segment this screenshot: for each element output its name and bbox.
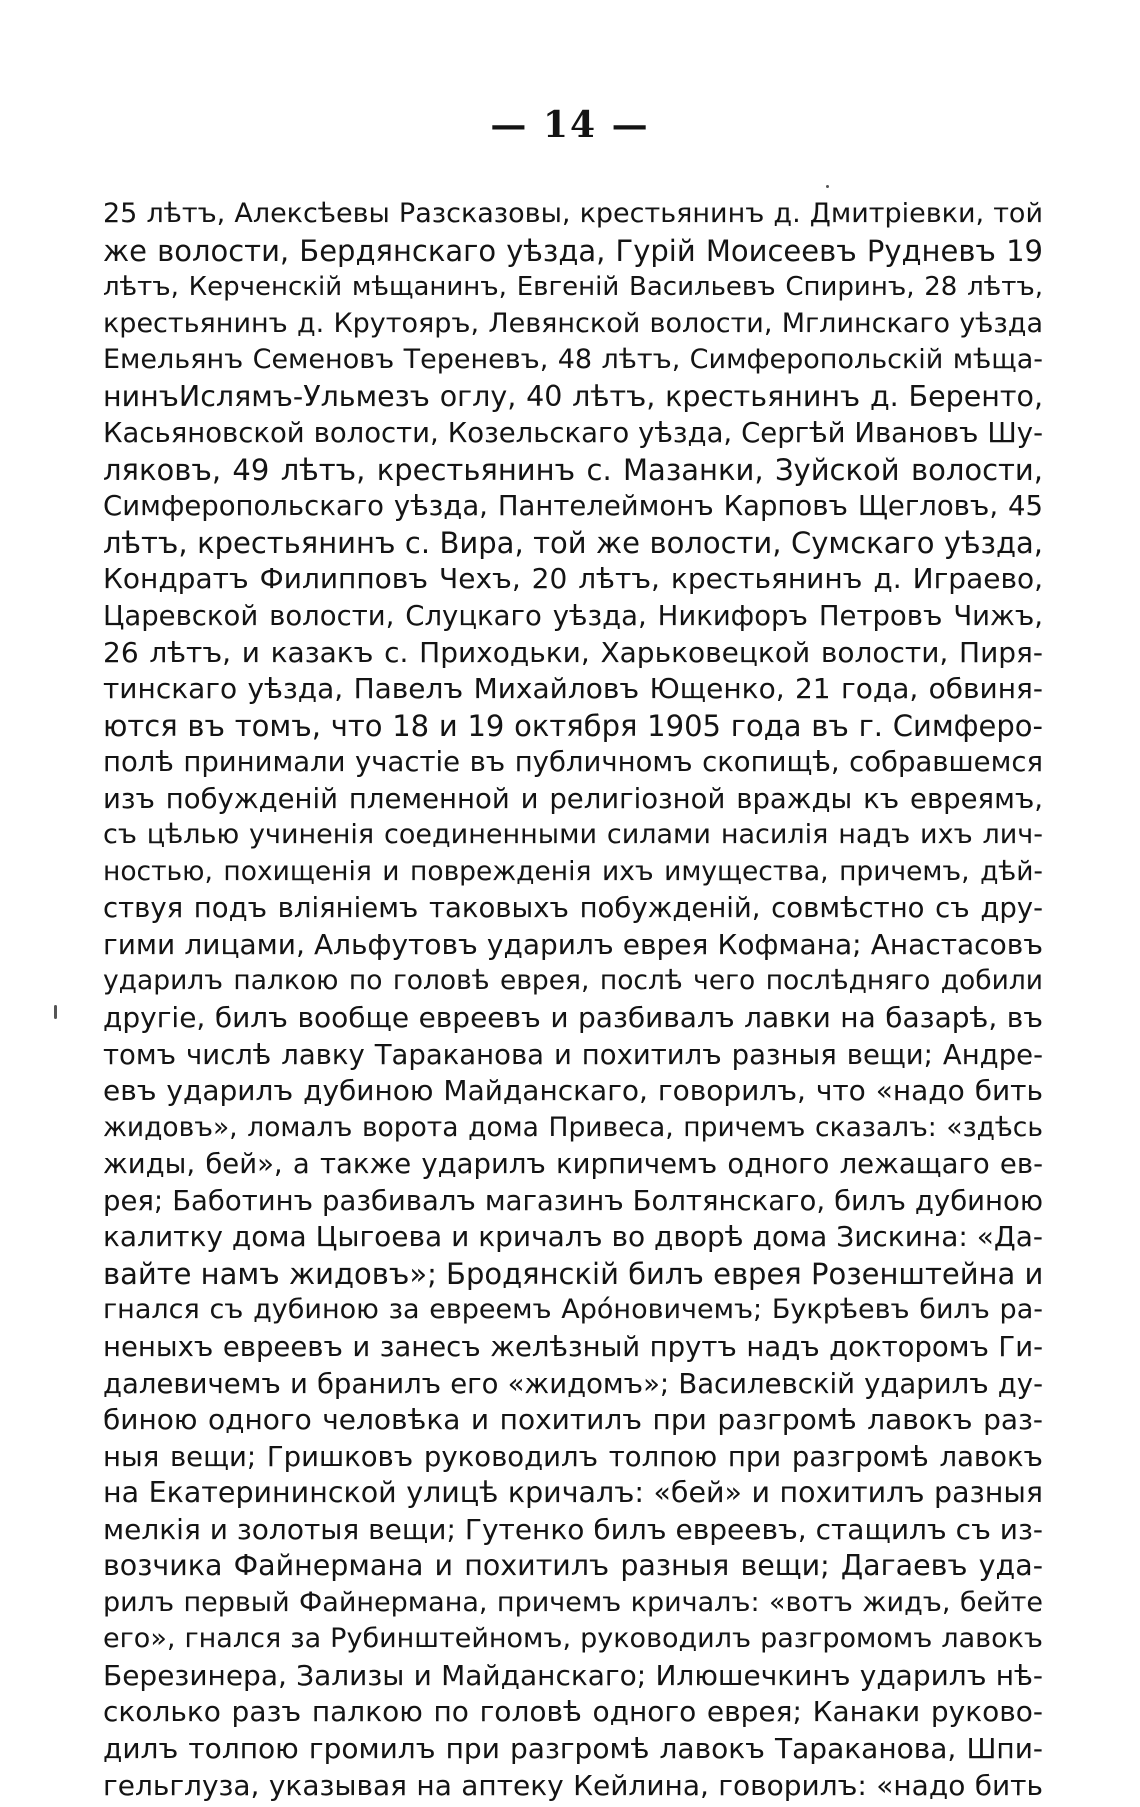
- page-number: — 14 —: [490, 104, 650, 146]
- scan-speck: [826, 185, 829, 188]
- text-line: сколько разъ палкою по головѣ одного еврея; Канаки руково-: [103, 1695, 1043, 1729]
- text-line: ударилъ палкою по головѣ еврея, послѣ чего послѣдняго добили: [103, 965, 1043, 997]
- text-line: ствуя подъ вліяніемъ таковыхъ побужденій, совмѣстно съ дру-: [103, 892, 1043, 925]
- text-line: лѣтъ, Керченскій мѣщанинъ, Евгеній Васильевъ Спиринъ, 28 лѣтъ,: [103, 272, 1043, 303]
- text-line: жиды, бей», а также ударилъ кирпичемъ одного лежащаго ев-: [103, 1148, 1043, 1181]
- text-line: его», гнался за Рубинштейномъ, руководилъ разгромомъ лавокъ: [103, 1623, 1043, 1655]
- text-line: далевичемъ и бранилъ его «жидомъ»; Василевскій ударилъ ду-: [103, 1367, 1043, 1400]
- text-line: вайте намъ жидовъ»; Бродянскій билъ еврея Розенштейна и: [103, 1256, 1043, 1291]
- text-line: неныхъ евреевъ и занесъ желѣзный прутъ надъ докторомъ Ги-: [103, 1330, 1043, 1363]
- text-line: тинскаго уѣзда, Павелъ Михайловъ Ющенко, 21 года, обвиня-: [103, 672, 1043, 706]
- text-line: ностью, похищенія и поврежденія ихъ имущества, причемъ, дѣй-: [103, 855, 1043, 887]
- text-line: Березинера, Зализы и Майданскаго; Илюшечкинъ ударилъ нѣ-: [103, 1658, 1043, 1692]
- text-line: крестьянинъ д. Крутояръ, Левянской волости, Мглинскаго уѣзда: [103, 307, 1043, 339]
- text-line: ются въ томъ, что 18 и 19 октября 1905 года въ г. Симферо-: [103, 708, 1043, 743]
- text-line: калитку дома Цыгоева и кричалъ во дворѣ дома Зискина: «Да-: [103, 1220, 1043, 1254]
- text-line: дилъ толпою громилъ при разгромѣ лавокъ Тараканова, Шпи-: [103, 1731, 1043, 1765]
- text-line: гельглуза, указывая на аптеку Кейлина, говорилъ: «надо бить: [103, 1768, 1043, 1802]
- text-line: Царевской волости, Слуцкаго уѣзда, Никифоръ Петровъ Чижъ,: [103, 600, 1043, 633]
- text-line: нинъИслямъ-Ульмезъ оглу, 40 лѣтъ, крестьянинъ д. Беренто,: [103, 379, 1043, 413]
- text-line: ныя вещи; Гришковъ руководилъ толпою при разгромѣ лавокъ: [103, 1440, 1043, 1473]
- text-line: гими лицами, Альфутовъ ударилъ еврея Кофмана; Анастасовъ: [103, 927, 1043, 961]
- text-line: Касьяновской волости, Козельскаго уѣзда, Сергѣй Ивановъ Шу-: [103, 417, 1043, 450]
- text-line: 25 лѣтъ, Алексѣевы Разсказовы, крестьянинъ д. Дмитріевки, той: [103, 198, 1043, 229]
- text-line: жидовъ», ломалъ ворота дома Привеса, причемъ сказалъ: «здѣсь: [103, 1111, 1043, 1143]
- text-line: полѣ принимали участіе въ публичномъ скопищѣ, собравшемся: [103, 746, 1043, 779]
- text-line: ляковъ, 49 лѣтъ, крестьянинъ с. Мазанки, Зуйской волости,: [103, 452, 1043, 487]
- text-line: съ цѣлью учиненія соединенными силами насилія надъ ихъ лич-: [103, 819, 1043, 851]
- text-line: Емельянъ Семеновъ Тереневъ, 48 лѣтъ, Симферопольскій мѣща-: [103, 344, 1043, 376]
- text-line: биною одного человѣка и похитилъ при разгромѣ лавокъ раз-: [103, 1403, 1043, 1437]
- text-line: же волости, Бердянскаго уѣзда, Гурій Моисеевъ Рудневъ 19: [103, 233, 1043, 268]
- text-line: гнался съ дубиною за евреемъ Аро́новичемъ; Букрѣевъ билъ ра-: [103, 1294, 1043, 1326]
- text-line: на Екатерининской улицѣ кричалъ: «бей» и похитилъ разныя: [103, 1476, 1043, 1510]
- text-line: другіе, билъ вообще евреевъ и разбивалъ лавки на базарѣ, въ: [103, 1001, 1043, 1035]
- text-line: евъ ударилъ дубиною Майданскаго, говорилъ, что «надо бить: [103, 1074, 1043, 1108]
- text-line: рея; Баботинъ разбивалъ магазинъ Болтянскаго, билъ дубиною: [103, 1184, 1043, 1217]
- scan-speck: [54, 1005, 57, 1019]
- text-line: лѣтъ, крестьянинъ с. Вира, той же волости, Сумскаго уѣзда,: [103, 525, 1043, 560]
- text-line: возчика Файнермана и похитилъ разныя вещи; Дагаевъ уда-: [103, 1549, 1043, 1583]
- text-line: изъ побужденій племенной и религіозной вражды къ евреямъ,: [103, 782, 1043, 815]
- text-line: Кондратъ Филипповъ Чехъ, 20 лѣтъ, крестьянинъ д. Играево,: [103, 562, 1043, 596]
- text-line: мелкія и золотыя вещи; Гутенко билъ евреевъ, стащилъ съ из-: [103, 1512, 1043, 1546]
- body-text: [103, 196, 1043, 1804]
- text-line: 26 лѣтъ, и казакъ с. Приходьки, Харьковецкой волости, Пиря-: [103, 635, 1043, 669]
- text-line: Симферопольскаго уѣзда, Пантелеймонъ Карповъ Щегловъ, 45: [103, 490, 1043, 523]
- text-line: томъ числѣ лавку Тараканова и похитилъ разныя вещи; Андре-: [103, 1038, 1043, 1071]
- text-line: рилъ первый Файнермана, причемъ кричалъ: «вотъ жидъ, бейте: [103, 1586, 1043, 1618]
